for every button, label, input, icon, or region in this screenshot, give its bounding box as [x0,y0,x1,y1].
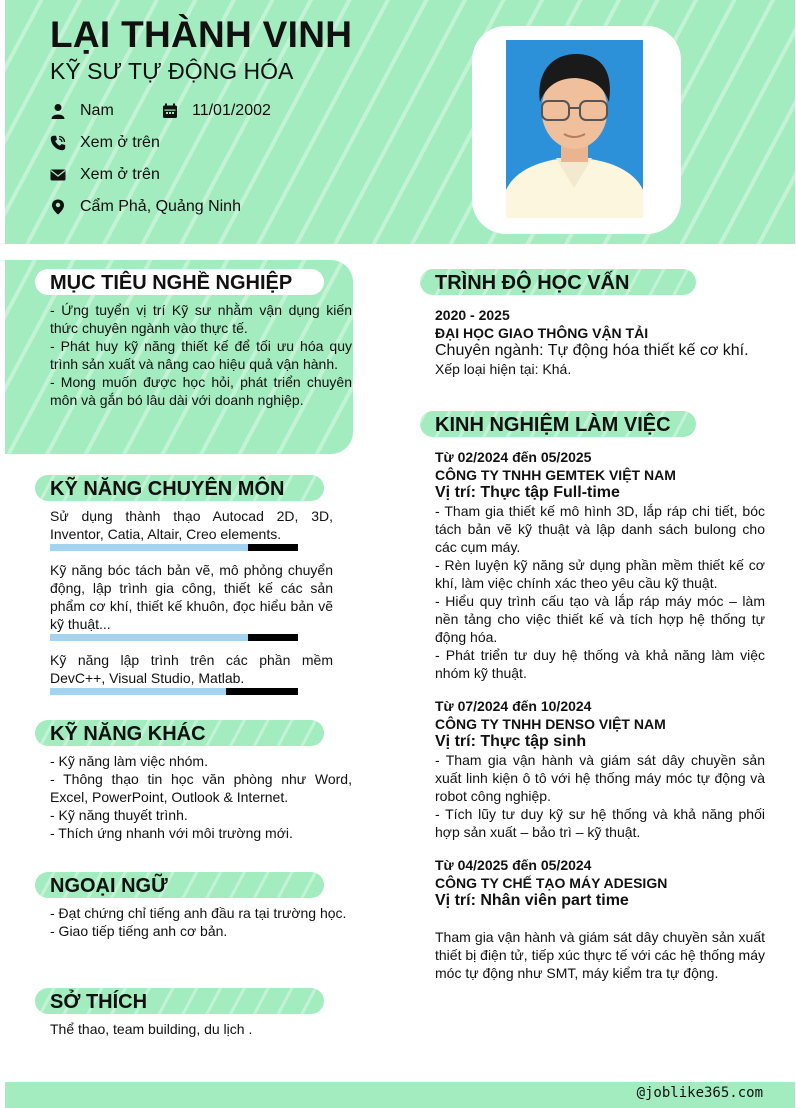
language-line: - Giao tiếp tiếng anh cơ bản. [50,923,228,939]
pro-skill-1-bar-fill [50,544,248,551]
other-skill-line: - Kỹ năng thuyết trình. [50,807,188,823]
email-value: Xem ở trên [80,166,160,183]
hobbies-title: SỞ THÍCH [35,988,324,1014]
objective-line: - Phát huy kỹ năng thiết kế để tối ưu hóa quy trình sản xuất và nâng cao hiệu quả vận hành. [50,338,352,372]
job-2-line: - Tham gia vận hành và giám sát dây chuyền sản xuất linh kiện ô tô với hệ thống máy móc tự động và robot công nghiệp. [435,752,765,804]
calendar-icon [162,103,178,119]
job-2-company: CÔNG TY TNHH DENSO VIỆT NAM [435,716,666,732]
job-2-period: Từ 07/2024 đến 10/2024 [435,698,592,714]
birthday-value: 11/01/2002 [192,102,271,119]
job-3-position: Vị trí: Nhân viên part time [435,892,629,909]
gender-row [50,102,114,120]
job-1-company: CÔNG TY TNHH GEMTEK VIỆT NAM [435,467,676,483]
footer-watermark: @joblike365.com [636,1085,763,1101]
education-rank: Xếp loại hiện tại: Khá. [435,361,572,377]
pro-skill-3-bar [50,688,298,695]
objective-line: - Mong muốn được học hỏi, phát triển chuyên môn và gắn bó lâu dài với doanh nghiệp. [50,374,352,408]
other-skill-line: - Thích ứng nhanh với môi trường mới. [50,825,293,841]
job-2 [435,697,765,841]
phone-row [50,134,160,152]
objective-line: - Ứng tuyển vị trí Kỹ sư nhằm vận dụng kiến thức chuyên ngành vào thực tế. [50,302,352,336]
job-1 [435,448,765,682]
gender-value: Nam [80,102,114,119]
job-3 [435,856,765,982]
candidate-role: KỸ SƯ TỰ ĐỘNG HÓA [50,58,294,84]
profile-photo [506,40,643,218]
phone-icon [50,135,66,151]
job-1-line: - Phát triển tư duy hệ thống và khả năng làm việc nhóm kỹ thuật. [435,647,765,681]
envelope-icon [50,167,66,183]
other-skills-title: KỸ NĂNG KHÁC [35,720,324,746]
pro-skills-title: KỸ NĂNG CHUYÊN MÔN [35,475,324,501]
education-major: Chuyên ngành: Tự động hóa thiết kế cơ khí. [435,342,749,359]
address-value: Cẩm Phả, Quảng Ninh [80,198,241,215]
job-2-line: - Tích lũy tư duy kỹ sư hệ thống và khả năng phối hợp sản xuất – bảo trì – kỹ thuật. [435,806,765,840]
pro-skill-3-text: Kỹ năng lập trình trên các phần mềm DevC++, Visual Studio, Matlab. [50,652,333,686]
pro-skill-1-text: Sử dụng thành thạo Autocad 2D, 3D, Inventor, Catia, Altair, Creo elements. [50,508,333,542]
job-2-position: Vị trí: Thực tập sinh [435,733,587,750]
pro-skill-2-bar-fill [50,634,248,641]
language-line: - Đạt chứng chỉ tiếng anh đầu ra tại trường học. [50,905,347,921]
person-icon [50,103,66,119]
hobbies-text: Thể thao, team building, du lịch . [50,1021,253,1037]
other-skill-line: - Thông thạo tin học văn phòng như Word, Excel, PowerPoint, Outlook & Internet. [50,771,352,805]
location-pin-icon [50,199,66,215]
job-3-period: Từ 04/2025 đến 05/2024 [435,857,592,873]
objective-title: MỤC TIÊU NGHỀ NGHIỆP [35,269,324,295]
job-3-company: CÔNG TY CHẾ TẠO MÁY ADESIGN [435,875,668,891]
languages-title: NGOẠI NGỮ [35,872,324,898]
phone-value: Xem ở trên [80,134,160,151]
experience-title: KINH NGHIỆM LÀM VIỆC [420,411,696,437]
address-row [50,198,241,216]
job-1-period: Từ 02/2024 đến 05/2025 [435,449,592,465]
pro-skill-1-bar [50,544,298,551]
job-1-line: - Tham gia thiết kế mô hình 3D, lắp ráp chi tiết, bóc tách bản vẽ kỹ thuật và lập danh sách bulong cho các cụm máy. [435,503,765,555]
birthday-row [162,102,271,120]
pro-skill-2-text: Kỹ năng bóc tách bản vẽ, mô phỏng chuyển động, lập trình gia công, thiết kế các sản phẩm cơ khí, thiết kế khuôn, đọc hiểu bản vẽ kỹ thuật... [50,562,333,632]
pro-skill-2-bar [50,634,298,641]
pro-skill-3-bar-fill [50,688,226,695]
job-3-line: Tham gia vận hành và giám sát dây chuyền sản xuất thiết bị điện tử, tiếp xúc thực tế với các hệ thống máy móc tự động như SMT, máy kiểm tra tự động. [435,929,765,981]
job-1-position: Vị trí: Thực tập Full-time [435,484,620,501]
other-skill-line: - Kỹ năng làm việc nhóm. [50,753,208,769]
footer-bar [5,1082,795,1108]
objective-text [50,301,352,409]
job-3-spacer [435,910,765,928]
education-block [435,306,765,378]
job-1-line: - Rèn luyện kỹ năng sử dụng phần mềm thiết kế cơ khí, làm việc chính xác theo yêu cầu kỹ thuật. [435,557,765,591]
education-school: ĐẠI HỌC GIAO THÔNG VẬN TẢI [435,325,649,341]
email-row [50,166,160,184]
education-title: TRÌNH ĐỘ HỌC VẤN [420,269,696,295]
education-period: 2020 - 2025 [435,307,510,323]
job-1-line: - Hiểu quy trình cấu tạo và lắp ráp máy móc – làm nền tảng cho việc thiết kế và tích hợp hệ thống tự động hóa. [435,593,765,645]
photo-frame [472,26,681,234]
candidate-name: LẠI THÀNH VINH [50,14,353,55]
other-skills-text [50,752,352,842]
languages-text [50,904,352,940]
